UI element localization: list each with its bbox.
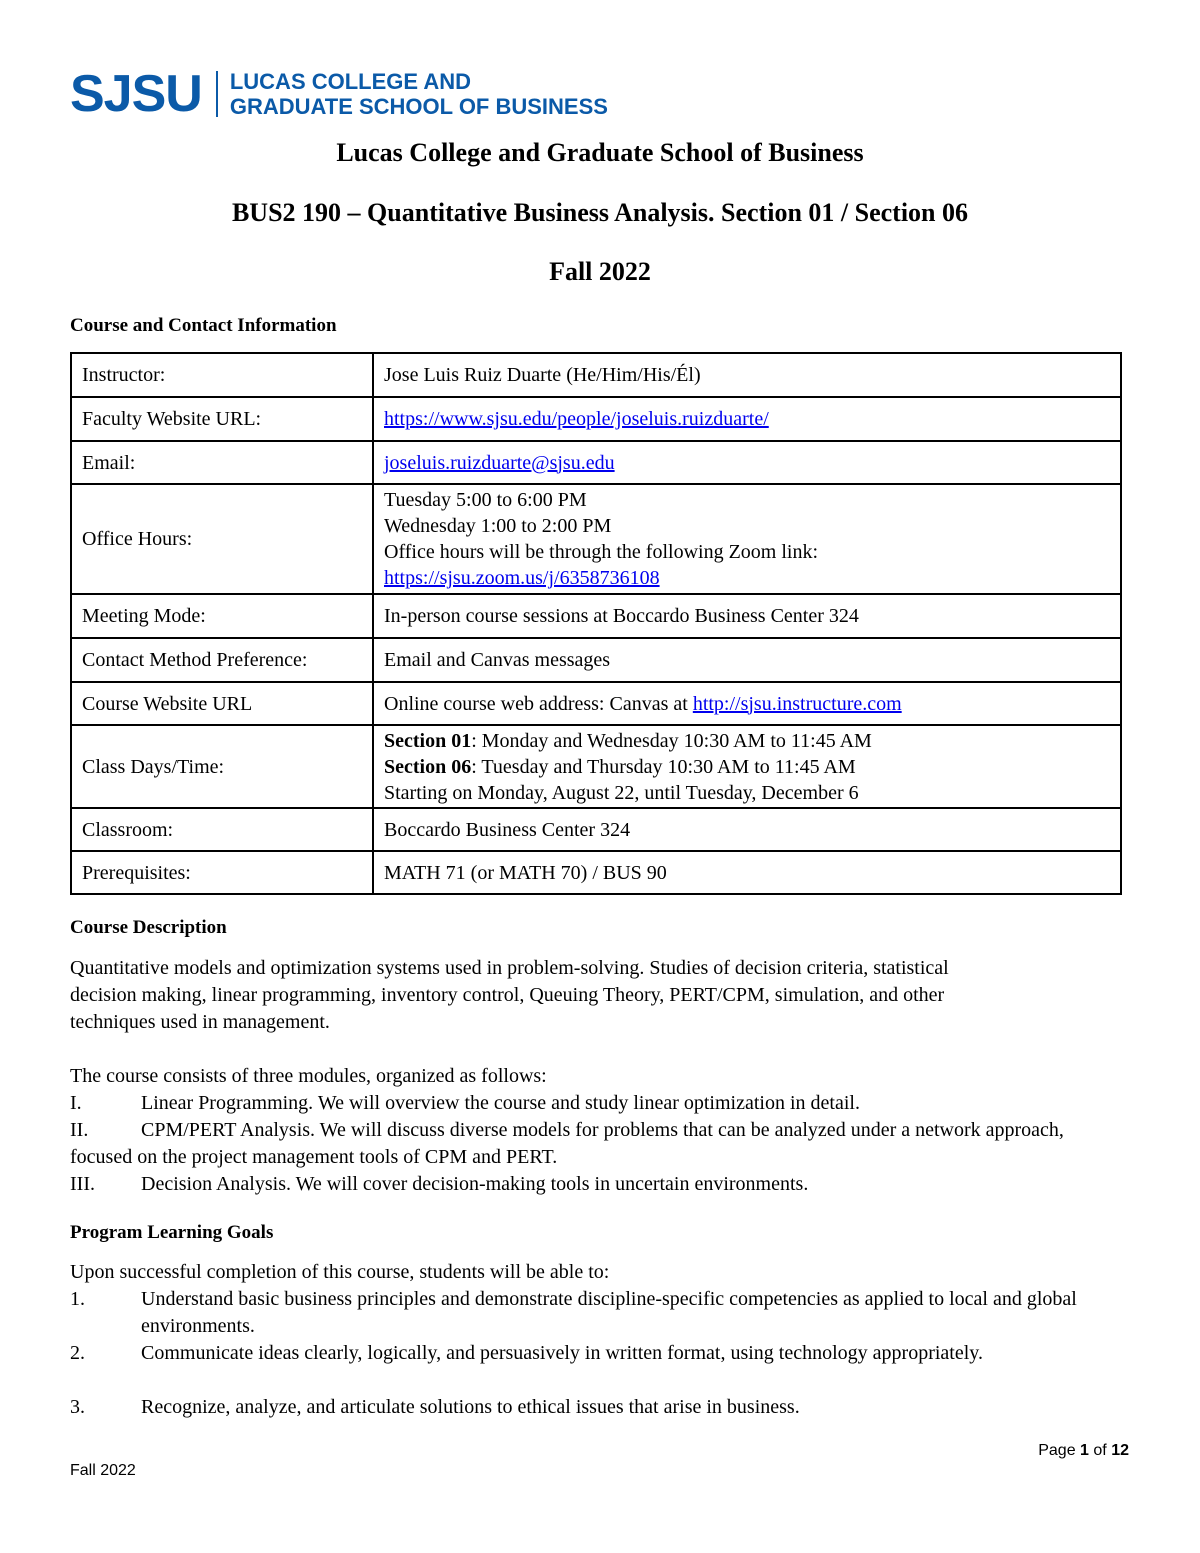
- section-06-time: : Tuesday and Thursday 10:30 AM to 11:45 AM: [471, 755, 856, 778]
- office-hours-cell: [373, 484, 1121, 594]
- classroom-value: Boccardo Business Center 324: [373, 808, 1121, 851]
- table-row: [71, 725, 1121, 808]
- canvas-link[interactable]: http://sjsu.instructure.com: [692, 692, 902, 715]
- course-website-cell: [373, 682, 1121, 725]
- table-row: [71, 397, 1121, 441]
- table-row: [71, 441, 1121, 484]
- footer-term: Fall 2022: [70, 1462, 136, 1479]
- website-cell: [373, 397, 1121, 441]
- section-06-label: Section 06: [384, 755, 472, 778]
- module-number: II.: [70, 1119, 89, 1141]
- table-row: [71, 484, 1121, 594]
- sjsu-logo: [70, 66, 608, 122]
- email-link[interactable]: joseluis.ruizduarte@sjsu.edu: [384, 451, 615, 474]
- class-dates: Starting on Monday, August 22, until Tuesday, December 6: [384, 781, 859, 804]
- module-number: I.: [70, 1092, 82, 1114]
- contact-pref-label: Contact Method Preference:: [71, 638, 373, 682]
- table-row: [71, 808, 1121, 851]
- section-06-line: [384, 754, 1110, 780]
- logo-line-2: GRADUATE SCHOOL OF BUSINESS: [229, 94, 608, 119]
- module-text: Decision Analysis. We will cover decision-making tools in uncertain environments.: [141, 1173, 809, 1195]
- logo-divider: [216, 71, 218, 117]
- office-hours-line: Office hours will be through the following Zoom link:: [384, 541, 819, 563]
- email-label: Email:: [71, 441, 373, 484]
- faculty-website-link[interactable]: https://www.sjsu.edu/people/joseluis.ruizduarte/: [384, 408, 769, 430]
- instructor-value: Jose Luis Ruiz Duarte (He/Him/His/Él): [373, 353, 1121, 397]
- prereq-label: Prerequisites:: [71, 851, 373, 894]
- goal-text: Recognize, analyze, and articulate solutions to ethical issues that arise in business.: [141, 1396, 800, 1418]
- instructor-label: Instructor:: [71, 353, 373, 397]
- logo-text: [230, 69, 608, 119]
- list-item: [70, 1171, 1130, 1198]
- module-number: III.: [70, 1173, 95, 1195]
- of-word: of: [1093, 1442, 1107, 1459]
- term-title: Fall 2022: [549, 257, 651, 286]
- prereq-value: MATH 71 (or MATH 70) / BUS 90: [373, 851, 1121, 894]
- description-line: decision making, linear programming, inventory control, Queuing Theory, PERT/CPM, simulation, and other: [70, 984, 945, 1006]
- description-line: techniques used in management.: [70, 1011, 330, 1033]
- course-title: BUS2 190 – Quantitative Business Analysis. Section 01 / Section 06: [231, 198, 969, 227]
- description-text: [70, 955, 1130, 1036]
- modules-intro: The course consists of three modules, organized as follows:: [70, 1065, 547, 1087]
- list-item: [70, 1286, 1130, 1340]
- section-01-line: [384, 728, 1110, 754]
- list-item: [70, 1090, 1130, 1117]
- page-total: 12: [1111, 1442, 1129, 1459]
- email-cell: [373, 441, 1121, 484]
- office-hours-label: Office Hours:: [71, 484, 373, 594]
- table-row: [71, 682, 1121, 725]
- section-01-label: Section 01: [384, 729, 472, 752]
- list-item: [70, 1394, 1130, 1421]
- logo-mark: SJSU: [70, 65, 202, 123]
- goal-number: 3.: [70, 1396, 85, 1418]
- description-line: Quantitative models and optimization systems used in problem-solving. Studies of decision criteria, statistical: [70, 957, 949, 979]
- school-title: Lucas College and Graduate School of Business: [336, 138, 864, 167]
- goals-heading: Program Learning Goals: [70, 1222, 274, 1243]
- table-row: [71, 353, 1121, 397]
- page-current: 1: [1080, 1442, 1089, 1459]
- meeting-mode-label: Meeting Mode:: [71, 594, 373, 638]
- class-days-label: Class Days/Time:: [71, 725, 373, 808]
- contact-table: [70, 352, 1122, 895]
- page-number: [1038, 1442, 1129, 1460]
- course-website-label: Course Website URL: [71, 682, 373, 725]
- table-row: [71, 638, 1121, 682]
- classroom-label: Classroom:: [71, 808, 373, 851]
- section-01-time: : Monday and Wednesday 10:30 AM to 11:45 AM: [471, 729, 872, 752]
- goal-number: 2.: [70, 1342, 85, 1364]
- page-word: Page: [1038, 1442, 1076, 1459]
- meeting-mode-value: In-person course sessions at Boccardo Business Center 324: [373, 594, 1121, 638]
- contact-pref-value: Email and Canvas messages: [373, 638, 1121, 682]
- list-item: [70, 1340, 1130, 1367]
- class-days-cell: [373, 725, 1121, 808]
- table-row: [71, 594, 1121, 638]
- website-label: Faculty Website URL:: [71, 397, 373, 441]
- office-hours-line: Wednesday 1:00 to 2:00 PM: [384, 515, 612, 537]
- module-text: CPM/PERT Analysis. We will discuss diverse models for problems that can be analyzed under a network approach, focused on the project management tools of CPM and PERT.: [70, 1119, 1064, 1168]
- goal-text: Communicate ideas clearly, logically, and persuasively in written format, using technology appropriately.: [141, 1342, 983, 1364]
- contact-heading: Course and Contact Information: [70, 315, 337, 336]
- logo-line-1: LUCAS COLLEGE AND: [229, 69, 472, 94]
- course-website-text: Online course web address: Canvas at: [384, 692, 688, 715]
- zoom-link[interactable]: https://sjsu.zoom.us/j/6358736108: [384, 567, 660, 589]
- description-heading: Course Description: [70, 917, 227, 938]
- module-text: Linear Programming. We will overview the course and study linear optimization in detail.: [141, 1092, 860, 1114]
- goal-number: 1.: [70, 1288, 85, 1310]
- list-item: [70, 1117, 1130, 1171]
- goals-intro: Upon successful completion of this course, students will be able to:: [70, 1261, 610, 1283]
- table-row: [71, 851, 1121, 894]
- goal-text: Understand basic business principles and demonstrate discipline-specific competencies as applied to local and global environments.: [141, 1288, 1077, 1337]
- office-hours-line: Tuesday 5:00 to 6:00 PM: [384, 489, 587, 511]
